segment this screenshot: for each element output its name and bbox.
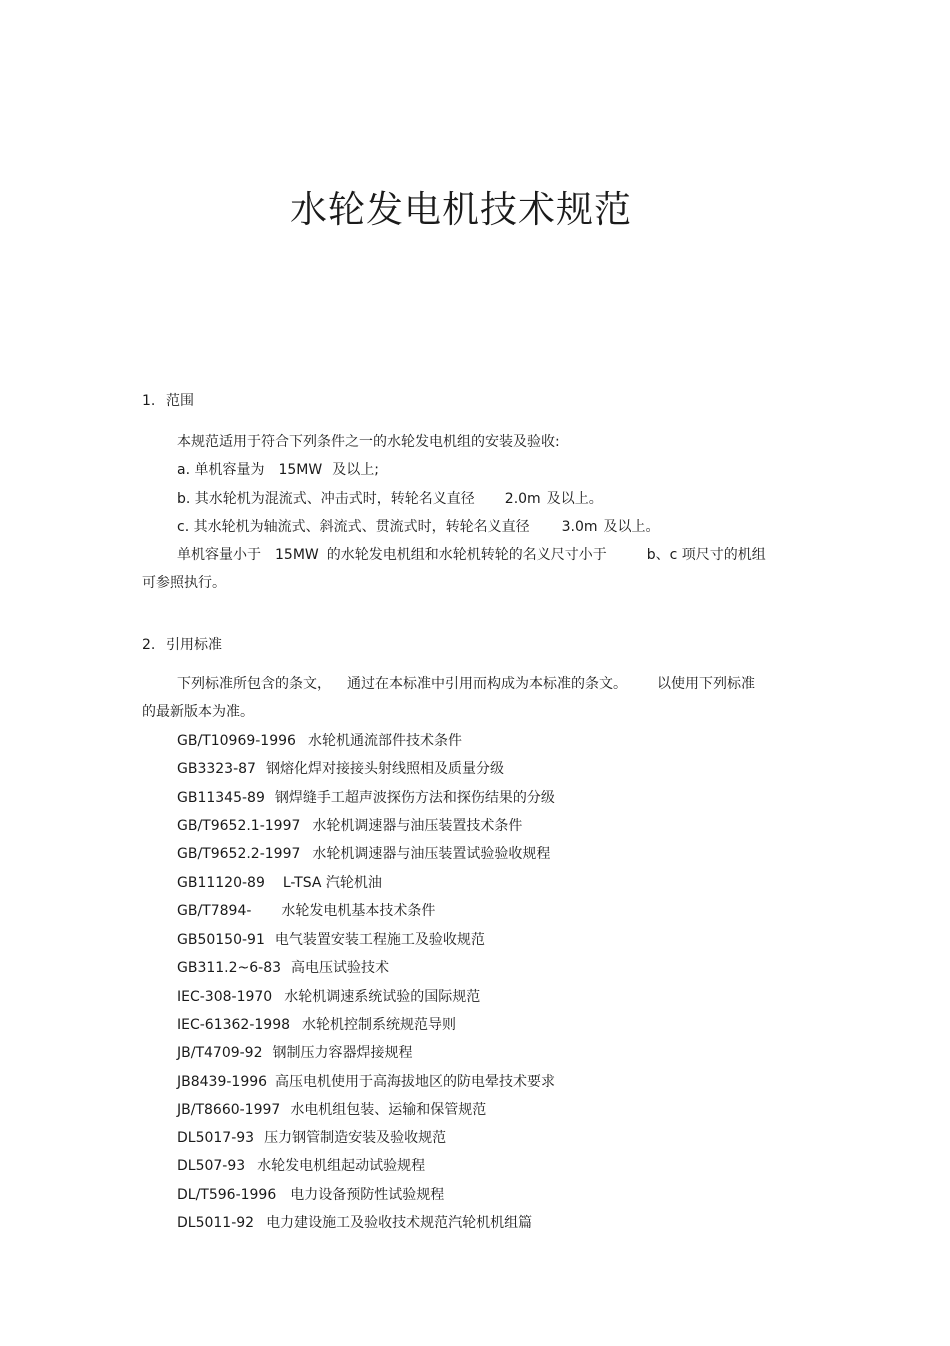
standard-code: DL507-93 bbox=[177, 1158, 246, 1174]
intro-text: 以使用下列标准 bbox=[657, 676, 755, 692]
standard-title: 水轮发电机基本技术条件 bbox=[281, 903, 436, 919]
standard-title: 电气装置安装工程施工及验收规范 bbox=[274, 932, 485, 948]
standard-title: L-TSA 汽轮机油 bbox=[282, 875, 382, 891]
standard-code: GB11120-89 bbox=[177, 875, 265, 891]
standard-title: 水轮机控制系统规范导则 bbox=[302, 1017, 457, 1033]
scope-note bbox=[177, 545, 766, 565]
item-tail: 及以上。 bbox=[546, 491, 603, 507]
intro-text: 下列标准所包含的条文， bbox=[177, 676, 331, 692]
list-item bbox=[177, 1213, 532, 1233]
list-item bbox=[177, 731, 462, 751]
list-item bbox=[177, 788, 555, 808]
standard-code: GB/T10969-1996 bbox=[177, 733, 296, 749]
standard-code: DL/T596-1996 bbox=[177, 1187, 277, 1203]
standard-code: JB8439-1996 bbox=[177, 1074, 268, 1090]
standard-title: 水轮机通流部件技术条件 bbox=[307, 733, 462, 749]
list-item bbox=[177, 1072, 555, 1092]
item-text: c. 其水轮机为轴流式、斜流式、贯流式时，转轮名义直径 bbox=[177, 519, 530, 535]
item-value: 15MW bbox=[278, 462, 323, 478]
standard-code: JB/T4709-92 bbox=[177, 1045, 263, 1061]
list-item bbox=[177, 901, 435, 921]
standard-code: GB/T9652.1-1997 bbox=[177, 818, 301, 834]
standard-code: DL5011-92 bbox=[177, 1215, 255, 1231]
list-item bbox=[177, 873, 382, 893]
standard-code: GB/T7894- bbox=[177, 903, 252, 919]
standard-title: 水轮机调速系统试验的国际规范 bbox=[284, 989, 481, 1005]
standard-code: DL5017-93 bbox=[177, 1130, 255, 1146]
scope-intro: 本规范适用于符合下列条件之一的水轮发电机组的安装及验收: bbox=[177, 434, 560, 450]
list-item bbox=[177, 844, 550, 864]
standard-title: 电力设备预防性试验规程 bbox=[290, 1187, 445, 1203]
standard-title: 水轮机调速器与油压装置试验验收规程 bbox=[312, 846, 551, 862]
standard-title: 水轮发电机组起动试验规程 bbox=[257, 1158, 426, 1174]
standards-intro bbox=[177, 674, 755, 694]
section-number: 1. bbox=[142, 393, 156, 409]
item-tail: 及以上。 bbox=[603, 519, 660, 535]
section-number: 2. bbox=[142, 637, 156, 653]
standard-code: JB/T8660-1997 bbox=[177, 1102, 281, 1118]
scope-item-a bbox=[177, 460, 379, 480]
item-text: a. 单机容量为 bbox=[177, 462, 265, 478]
item-text: b. 其水轮机为混流式、冲击式时，转轮名义直径 bbox=[177, 491, 475, 507]
note-text: 单机容量小于 bbox=[177, 547, 261, 563]
section-1-heading bbox=[142, 391, 194, 411]
scope-item-c bbox=[177, 517, 660, 537]
section-title: 引用标准 bbox=[166, 637, 222, 653]
standard-code: GB50150-91 bbox=[177, 932, 265, 948]
standard-title: 水轮机调速器与油压装置技术条件 bbox=[312, 818, 523, 834]
standards-intro-continued: 的最新版本为准。 bbox=[142, 704, 254, 720]
list-item bbox=[177, 987, 480, 1007]
intro-text: 通过在本标准中引用而构成为本标准的条文。 bbox=[347, 676, 627, 692]
standard-title: 电力建设施工及验收技术规范汽轮机机组篇 bbox=[266, 1215, 533, 1231]
list-item bbox=[177, 816, 522, 836]
list-item bbox=[177, 958, 389, 978]
standard-code: GB11345-89 bbox=[177, 790, 265, 806]
standard-code: GB3323-87 bbox=[177, 761, 256, 777]
item-value: 2.0m bbox=[504, 491, 541, 507]
note-text: 的水轮发电机组和水轮机转轮的名义尺寸小于 bbox=[326, 547, 607, 563]
standard-code: IEC-308-1970 bbox=[177, 989, 273, 1005]
list-item bbox=[177, 930, 485, 950]
list-item bbox=[177, 1100, 486, 1120]
standard-title: 高电压试验技术 bbox=[291, 960, 390, 976]
standard-code: GB/T9652.2-1997 bbox=[177, 846, 301, 862]
list-item bbox=[177, 1156, 425, 1176]
standard-code: GB311.2~6-83 bbox=[177, 960, 282, 976]
standard-title: 钢焊缝手工超声波探伤方法和探伤结果的分级 bbox=[274, 790, 555, 806]
note-text: b、c 项尺寸的机组 bbox=[646, 547, 766, 563]
page-title: 水轮发电机技术规范 bbox=[290, 188, 632, 231]
list-item bbox=[177, 1015, 456, 1035]
standard-title: 钢熔化焊对接接头射线照相及质量分级 bbox=[265, 761, 504, 777]
standard-title: 钢制压力容器焊接规程 bbox=[272, 1045, 413, 1061]
standard-code: IEC-61362-1998 bbox=[177, 1017, 291, 1033]
list-item bbox=[177, 1128, 446, 1148]
section-title: 范围 bbox=[166, 393, 194, 409]
item-tail: 及以上; bbox=[332, 462, 379, 478]
standard-title: 高压电机使用于高海拔地区的防电晕技术要求 bbox=[275, 1074, 556, 1090]
scope-item-b bbox=[177, 489, 603, 509]
note-value: 15MW bbox=[275, 547, 319, 563]
standard-title: 压力钢管制造安装及验收规范 bbox=[264, 1130, 447, 1146]
standard-title: 水电机组包装、运输和保管规范 bbox=[290, 1102, 487, 1118]
section-2-heading bbox=[142, 635, 222, 655]
scope-note-continued: 可参照执行。 bbox=[142, 575, 226, 591]
list-item bbox=[177, 1043, 413, 1063]
list-item bbox=[177, 1185, 444, 1205]
list-item bbox=[177, 759, 504, 779]
item-value: 3.0m bbox=[561, 519, 598, 535]
